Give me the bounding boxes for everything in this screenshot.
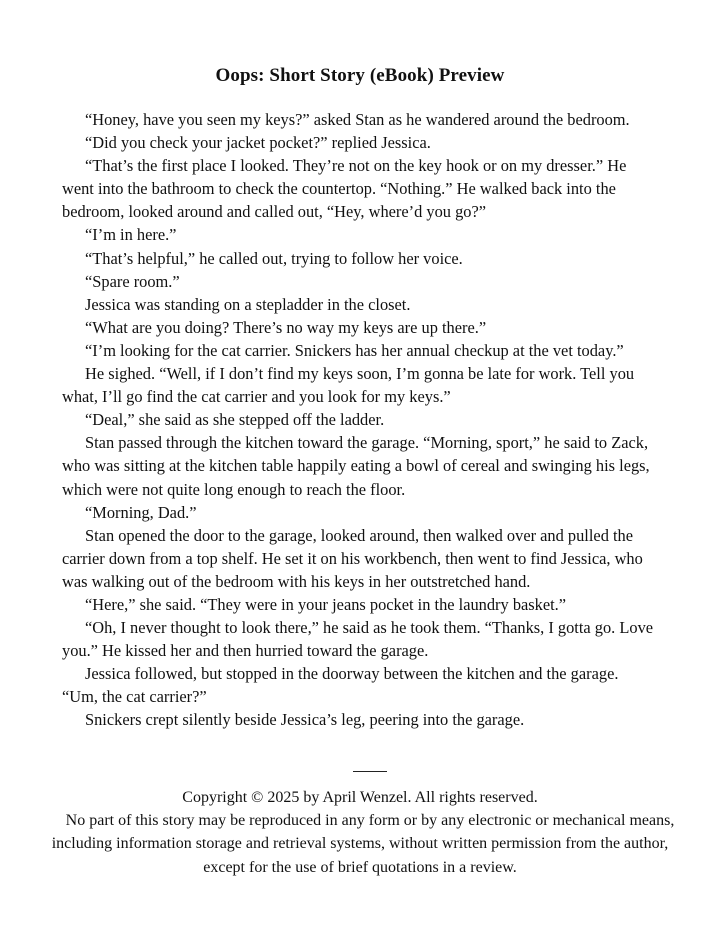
rights-notice: No part of this story may be reproduced in any form or by any electronic or mechanical means, including information storage and retrieval systems, without written permission from the author, except for the use of brief quotations in a review. [51,812,675,876]
paragraph: He sighed. “Well, if I don’t find my keys soon, I’m gonna be late for work. Tell you what, I’ll go find the cat carrier and you look for my keys.” [62,364,635,407]
paragraph: Jessica was standing on a stepladder in the closet. [85,294,411,314]
paragraph: “Here,” she said. “They were in your jeans pocket in the laundry basket.” [85,594,567,614]
copyright-block [40,786,680,879]
paragraph: Jessica followed, but stopped in the doorway between the kitchen and the garage. “Um, the cat carrier?” [62,664,619,707]
section-divider [353,771,387,772]
paragraph: “Honey, have you seen my keys?” asked Stan as he wandered around the bedroom. [85,110,630,129]
paragraph: Stan opened the door to the garage, looked around, then walked over and pulled the carrier down from a top shelf. He set it on his workbench, then went to find Jessica, who was walking out of the bedroom with his keys in her outstretched hand. [62,525,643,591]
paragraph: “Deal,” she said as she stepped off the ladder. [85,410,385,430]
paragraph: “Oh, I never thought to look there,” he said as he took them. “Thanks, I gotta go. Love you.” He kissed her and then hurried toward the garage. [62,618,654,661]
paragraph: “I’m looking for the cat carrier. Snickers has her annual checkup at the vet today.” [85,340,624,360]
paragraph: “That’s helpful,” he called out, trying to follow her voice. [85,248,463,268]
paragraph: “What are you doing? There’s no way my keys are up there.” [85,317,487,337]
paragraph: Snickers crept silently beside Jessica’s leg, peering into the garage. [85,710,525,730]
story-title: Oops: Short Story (eBook) Preview [215,65,505,86]
copyright-line: Copyright © 2025 by April Wenzel. All rights reserved. [182,789,538,806]
paragraph: “That’s the first place I looked. They’re not on the key hook or on my dresser.” He went into the bathroom to check the countertop. “Nothing.” He walked back into the bedroom, looked around and called out, “Hey, where’d you go?” [62,156,627,222]
paragraph: “Morning, Dad.” [85,502,197,522]
paragraph: Stan passed through the kitchen toward the garage. “Morning, sport,” he said to Zack, who was sitting at the kitchen table happily eating a bowl of cereal and swinging his legs, which were not quite long enough to reach the floor. [62,433,650,499]
paragraph: “Did you check your jacket pocket?” replied Jessica. [85,133,431,153]
story-body [62,108,658,732]
paragraph: “Spare room.” [85,271,180,291]
paragraph: “I’m in here.” [85,225,177,245]
